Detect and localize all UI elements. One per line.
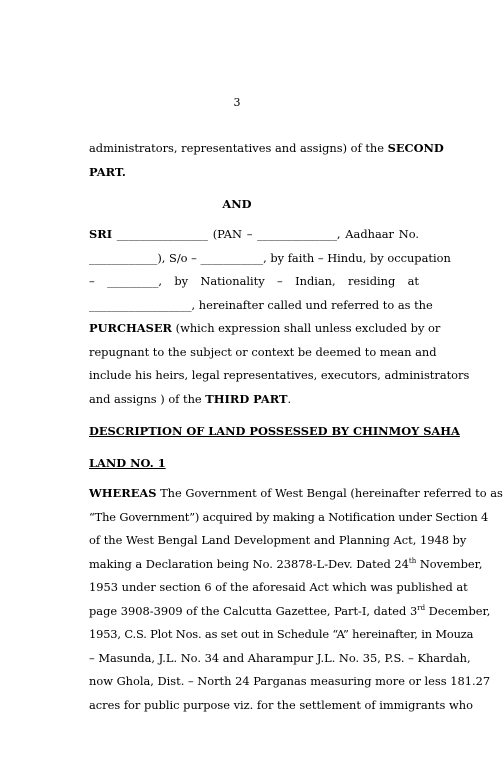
line-text: include his heirs, legal representatives, executors, administrators: [89, 368, 470, 382]
line-text: ____________), S/o – ___________, by faith – Hindu, by occupation: [89, 250, 451, 265]
paragraph-line: [89, 364, 470, 388]
line-text: repugnant to the subject or context be deemed to mean and: [89, 344, 437, 359]
paragraph-line: [89, 341, 437, 365]
paragraph-line: [89, 223, 419, 247]
line-text: – Masunda, J.L. No. 34 and Aharampur J.L. No. 35, P.S. – Khardah,: [89, 650, 471, 665]
paragraph-line: [89, 553, 483, 577]
line-text: – _________, by Nationality – Indian, residing at: [89, 274, 419, 288]
paragraph-line: [89, 388, 419, 412]
line-text: December,: [425, 603, 491, 618]
description-heading: DESCRIPTION OF LAND POSSESSED BY CHINMOY SAHA: [89, 424, 460, 438]
line-text: of the West Bengal Land Development and Planning Act, 1948 by: [89, 533, 467, 547]
bold-term: PART.: [89, 164, 126, 179]
line-text: ________________ (PAN – ______________, Aadhaar No.: [112, 227, 419, 241]
line-text: .: [287, 391, 292, 406]
line-text: “The Government”) acquired by making a Notification under Section 4: [89, 509, 489, 524]
paragraph-line: [89, 506, 489, 530]
ordinal-suffix: rd: [417, 603, 426, 612]
bold-term: THIRD PART: [205, 391, 288, 406]
paragraph-line: [89, 317, 441, 341]
bold-term: SECOND: [387, 141, 444, 155]
line-text: making a Declaration being No. 23878-L-Dev. Dated 24: [89, 556, 409, 571]
ordinal-suffix: th: [408, 556, 417, 565]
page-number: 3: [233, 96, 241, 109]
bold-term: SRI: [89, 227, 113, 241]
paragraph-line: [89, 247, 451, 271]
and-heading: AND: [222, 197, 252, 211]
paragraph-line: [89, 623, 474, 647]
line-text: 1953, C.S. Plot Nos. as set out in Schedule “A” hereinafter, in Mouza: [89, 627, 474, 641]
line-text: 1953 under section 6 of the aforesaid Act which was published at: [89, 580, 468, 594]
purchaser-paragraph: [89, 223, 470, 411]
second-part-paragraph: [89, 137, 444, 184]
paragraph-line: [89, 694, 473, 718]
line-text: November,: [416, 556, 483, 571]
line-text: and assigns ) of the: [89, 391, 206, 406]
line-text: __________________, hereinafter called und referred to as the: [89, 297, 433, 312]
line-text: (which expression shall unless excluded by or: [172, 321, 441, 335]
whereas-paragraph: [89, 482, 503, 717]
paragraph-line: [89, 529, 467, 553]
bold-term: PURCHASER: [89, 321, 173, 335]
line-text: The Government of West Bengal (hereinafter referred to as: [156, 486, 503, 500]
paragraph-line: [89, 670, 491, 694]
paragraph-line: [89, 482, 503, 506]
paragraph-line: [89, 161, 419, 185]
paragraph-line: [89, 647, 471, 671]
line-text: now Ghola, Dist. – North 24 Parganas measuring more or less 181.27: [89, 674, 491, 688]
line-text: administrators, representatives and assigns) of the: [89, 141, 388, 155]
line-text: page 3908-3909 of the Calcutta Gazettee, Part-I, dated 3: [89, 603, 418, 618]
paragraph-line: [89, 576, 468, 600]
paragraph-line: [89, 270, 419, 294]
line-text: acres for public purpose viz. for the settlement of immigrants who: [89, 697, 473, 712]
paragraph-line: [89, 600, 491, 624]
paragraph-line: [89, 137, 444, 161]
bold-term: WHEREAS: [89, 486, 157, 500]
paragraph-line: [89, 294, 433, 318]
land-heading: LAND NO. 1: [89, 456, 166, 470]
